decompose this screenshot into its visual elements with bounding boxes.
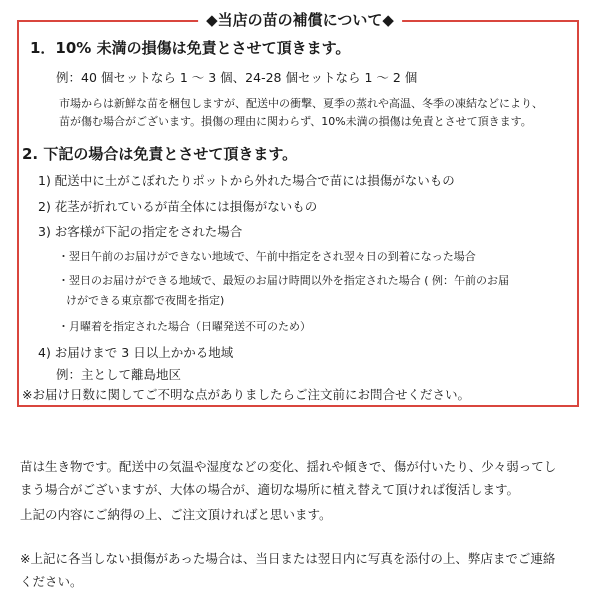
damage-contact-line2: ください。 xyxy=(20,574,83,589)
exemption-bullet-2-line1: ・翌日のお届けができる地域で、最短のお届け時間以外を指定された場合 ( 例：午前のお届 xyxy=(58,274,510,287)
exemption-item-4: 4) お届けまで 3 日以上かかる地域 xyxy=(38,345,234,360)
section1-example: 例：40 個セットなら 1 ～ 3 個、24-28 個セットなら 1 ～ 2 個 xyxy=(56,70,418,85)
contact-footnote: ※お届け日数に関してご不明な点がありましたらご注文前にお問合せください。 xyxy=(22,387,470,402)
damage-contact-line1: ※上記に各当しない損傷があった場合は、当日または翌日内に写真を添付の上、弊店までご連絡 xyxy=(20,551,556,566)
agreement-line: 上記の内容にご納得の上、ご注文頂ければと思います。 xyxy=(20,507,332,522)
section2-heading: 2. 下記の場合は免責とさせて頂きます。 xyxy=(22,145,298,163)
exemption-bullet-3: ・月曜着を指定された場合（日曜発送不可のため） xyxy=(58,320,311,333)
living-plants-line2: まう場合がございますが、大体の場合が、適切な場所に植え替えて頂ければ復活します。 xyxy=(20,482,520,497)
section1-note-line2: 苗が傷む場合がございます。損傷の理由に関わらず、10%未満の損傷は免責とさせて頂きます。 xyxy=(59,115,532,128)
living-plants-line1: 苗は生き物です。配送中の気温や湿度などの変化、揺れや傾きで、傷が付いたり、少々弱ってし xyxy=(20,459,557,474)
exemption-item-2: 2) 花茎が折れているが苗全体には損傷がないもの xyxy=(38,199,318,214)
exemption-item-1: 1) 配送中に土がこぼれたりポットから外れた場合で苗には損傷がないもの xyxy=(38,173,455,188)
compensation-title: ◆当店の苗の補償について◆ xyxy=(198,9,402,31)
exemption-item-4-example: 例：主として離島地区 xyxy=(56,367,182,382)
exemption-bullet-1: ・翌日午前のお届けができない地域で、午前中指定をされ翌々日の到着になった場合 xyxy=(58,250,476,263)
section1-heading: 1．10% 未満の損傷は免責とさせて頂きます。 xyxy=(30,39,351,57)
exemption-item-3: 3) お客様が下記の指定をされた場合 xyxy=(38,224,243,239)
section1-note-line1: 市場からは新鮮な苗を梱包しますが、配送中の衝撃、夏季の蒸れや高温、冬季の凍結などにより、 xyxy=(59,97,543,110)
exemption-bullet-2-line2: けができる東京都で夜間を指定) xyxy=(66,294,225,307)
